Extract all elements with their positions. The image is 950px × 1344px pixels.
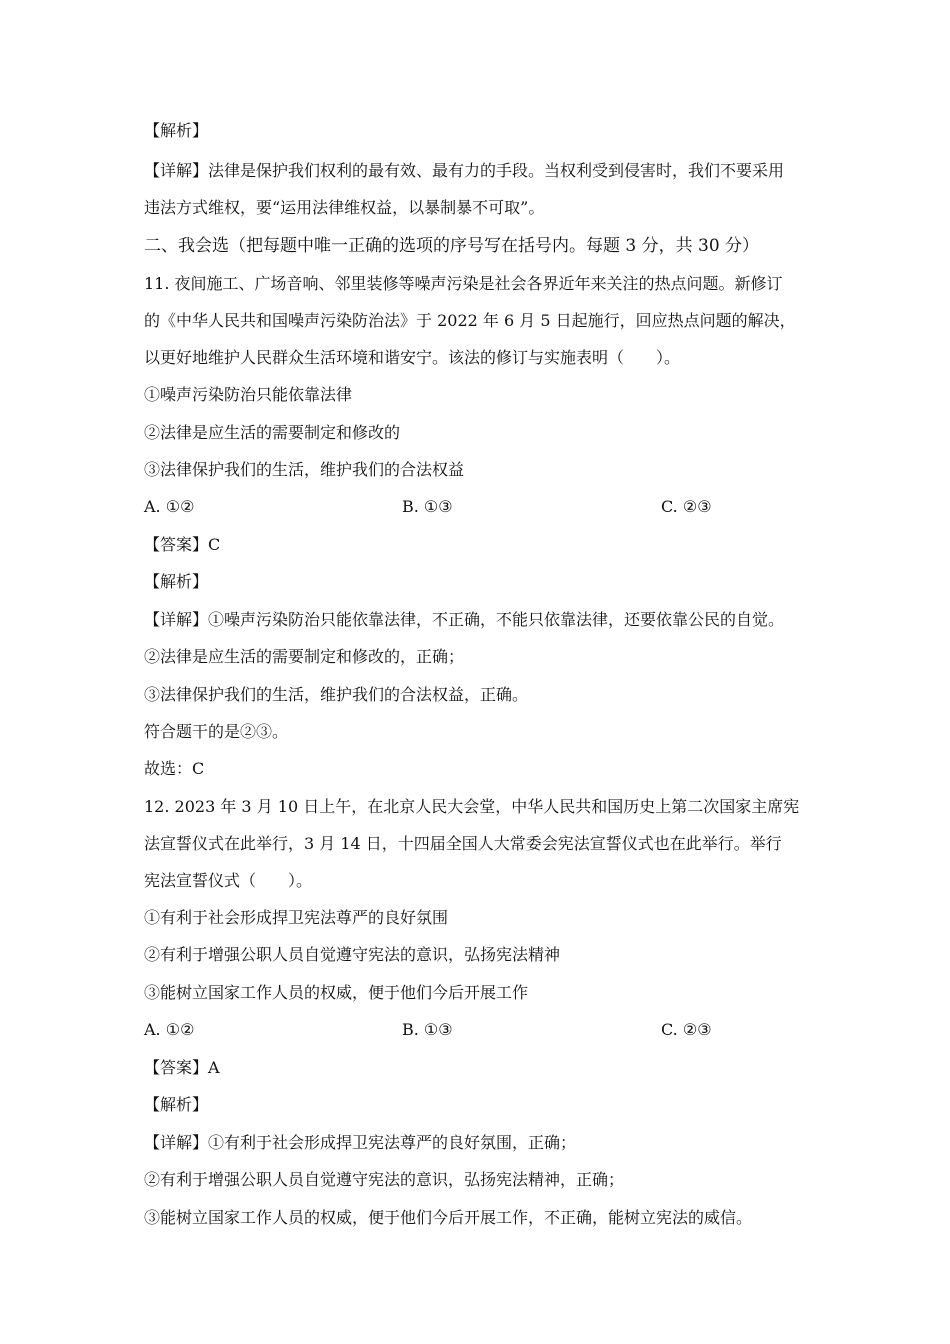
q12-detail-line: 【详解】①有利于社会形成捍卫宪法尊严的良好氛围，正确； [144, 1133, 577, 1152]
q12-statement: ①有利于社会形成捍卫宪法尊严的良好氛围 [144, 908, 449, 927]
q12-option-c: C. ②③ [661, 1020, 712, 1039]
q12-statement: ②有利于增强公职人员自觉遵守宪法的意识，弘扬宪法精神 [144, 945, 561, 964]
q12-answer: 【答案】A [144, 1058, 220, 1077]
q12-stem: 法宣誓仪式在此举行，3 月 14 日，十四届全国人大常委会宪法宣誓仪式也在此举行。举行 [144, 834, 782, 853]
q11-stem: 的《中华人民共和国噪声污染防治法》于 2022 年 6 月 5 日起施行，回应热点问题的解决， [144, 311, 796, 330]
q11-detail-line: 【详解】①噪声污染防治只能依靠法律，不正确，不能只依靠法律，还要依靠公民的自觉。 [144, 610, 785, 629]
section-heading: 二、我会选（把每题中唯一正确的选项的序号写在括号内。每题 3 分，共 30 分） [144, 236, 760, 256]
q10-detail-line: 【详解】法律是保护我们权利的最有效、最有力的手段。当权利受到侵害时，我们不要采用 [144, 161, 785, 180]
q12-detail-line: ③能树立国家工作人员的权威，便于他们今后开展工作，不正确，能树立宪法的威信。 [144, 1208, 753, 1227]
q11-statement: ②法律是应生活的需要制定和修改的 [144, 423, 401, 442]
q11-statement: ①噪声污染防治只能依靠法律 [144, 385, 353, 404]
q10-detail-line: 违法方式维权，要“运用法律维权益，以暴制暴不可取”。 [144, 198, 545, 217]
q11-detail-line: ③法律保护我们的生活，维护我们的合法权益，正确。 [144, 685, 529, 704]
q11-statement: ③法律保护我们的生活，维护我们的合法权益 [144, 460, 465, 479]
q11-analysis-label: 【解析】 [144, 572, 209, 591]
q11-detail-line: 故选：C [144, 759, 205, 778]
q12-option-a: A. ①② [144, 1020, 195, 1039]
q10-analysis-label: 【解析】 [144, 121, 209, 140]
q12-stem: 12. 2023 年 3 月 10 日上午，在北京人民大会堂，中华人民共和国历史上第二次国家主席宪 [144, 797, 800, 816]
q11-detail-line: ②法律是应生活的需要制定和修改的，正确； [144, 647, 465, 666]
q12-analysis-label: 【解析】 [144, 1095, 209, 1114]
q12-statement: ③能树立国家工作人员的权威，便于他们今后开展工作 [144, 983, 529, 1002]
q11-option-b: B. ①③ [402, 497, 453, 516]
q11-detail-line: 符合题干的是②③。 [144, 722, 289, 741]
q11-option-c: C. ②③ [661, 497, 712, 516]
q12-option-b: B. ①③ [402, 1020, 453, 1039]
q11-option-a: A. ①② [144, 497, 195, 516]
q12-stem: 宪法宣誓仪式（ ）。 [144, 871, 313, 890]
q11-stem: 11. 夜间施工、广场音响、邻里装修等噪声污染是社会各界近年来关注的热点问题。新修订 [144, 274, 783, 293]
q12-detail-line: ②有利于增强公职人员自觉遵守宪法的意识，弘扬宪法精神，正确； [144, 1170, 625, 1189]
q11-stem: 以更好地维护人民群众生活环境和谐安宁。该法的修订与实施表明（ ）。 [144, 348, 681, 367]
q11-answer: 【答案】C [144, 535, 221, 554]
